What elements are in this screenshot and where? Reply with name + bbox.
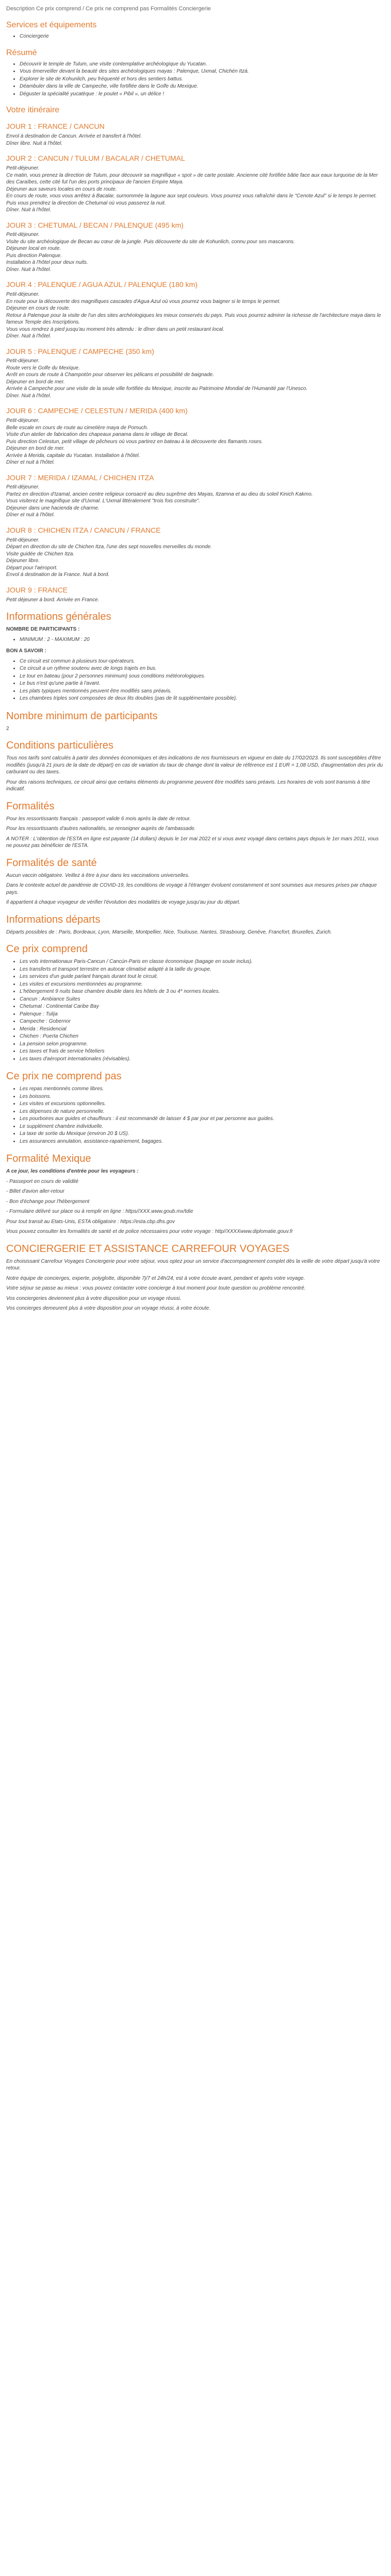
day-text: Envol à destination de Cancun. Arrivée et transfert à l'hôtel. <box>6 133 142 140</box>
day-1 <box>6 122 385 147</box>
formalite-mexique-text: - Formulaire délivré sur place ou à remplir en ligne : https//XXX.www.goub.mx/tdie <box>6 1209 193 1215</box>
transport-title: Informations départs <box>6 913 101 925</box>
day-text: Envol à destination de la France. Nuit à bord. <box>6 572 110 578</box>
day-text: Petit-déjeuner. <box>6 292 40 298</box>
list-item: • Les visites et excursions mentionnées au programme. <box>20 981 385 989</box>
list-item: • Les transferts et transport terrestre en autocar climatisé adapté à la taille du groupe. <box>20 966 385 974</box>
info-title: Informations générales <box>6 611 111 623</box>
day-title: JOUR 5 : PALENQUE / CAMPECHE (350 km) <box>6 347 154 355</box>
conditions-text: Pour des raisons techniques, ce circuit ainsi que certains éléments du programme peuvent être modifiés sans préavis. Les horaires de vols sont transmis à titre indicatif. <box>6 779 370 792</box>
day-6 <box>6 406 385 466</box>
day-text: Belle escale en cours de route au cimetière maya de Pomuch. <box>6 425 149 431</box>
formalites-text: Pour les ressortissants d'autres nationalités, se renseigner auprès de l'ambassade. <box>6 826 196 832</box>
day-8 <box>6 526 385 579</box>
day-text: Petit-déjeuner. <box>6 537 40 543</box>
formalites-title: Formalités <box>6 800 55 812</box>
formalite-mexique-title: Formalité Mexique <box>6 1153 91 1165</box>
list-item: • Les services d'un guide parlant français durant tout le circuit. <box>20 973 385 981</box>
day-title: JOUR 7 : MERIDA / IZAMAL / CHICHEN ITZA <box>6 473 154 482</box>
list-item: • Les dépenses de nature personnelle. <box>20 1108 385 1116</box>
list-item: • La pension selon programme. <box>20 1041 385 1048</box>
list-item: • Déguster la spécialité yucatèque : le poulet « Pibil », un délice ! <box>20 91 385 98</box>
list-item: • Cancun : Ambiance Suites <box>20 996 385 1004</box>
day-2 <box>6 154 385 213</box>
conciergerie-section <box>6 1243 385 1312</box>
conciergerie-text: Notre équipe de concierges, experte, polyglotte, disponible 7j/7 et 24h/24, est à votre écoute avant, pendant et après votre voyage. <box>6 1275 305 1281</box>
list-item: • Les repas mentionnés comme libres. <box>20 1086 385 1093</box>
formalite-mexique-head: A ce jour, les conditions d'entrée pour les voyageurs : <box>6 1168 139 1175</box>
day-text: Petit déjeuner à bord. Arrivée en France. <box>6 597 100 603</box>
list-item: • Conciergerie <box>20 33 385 41</box>
list-item: • Chichen : Puerta Chichen <box>20 1033 385 1041</box>
conditions-title: Conditions particulières <box>6 740 113 752</box>
ne-comprend-section <box>6 1070 385 1145</box>
list-item: • MINIMUM : 2 - MAXIMUM : 20 <box>20 636 385 644</box>
day-3 <box>6 221 385 274</box>
list-item: • Les pourboires aux guides et chauffeurs : il est recommandé de laisser 4 $ par jour et par personne aux guides. <box>20 1115 385 1123</box>
list-item: • Chetumal : Continental Caribe Bay <box>20 1003 385 1011</box>
day-text: Petit-déjeuner. <box>6 358 40 364</box>
conciergerie-title: CONCIERGERIE ET ASSISTANCE CARREFOUR VOYAGES <box>6 1243 289 1255</box>
list-item: • Les taxes et frais de service hôteliers <box>20 1048 385 1056</box>
day-text: Dîner. Nuit à l'hôtel. <box>6 333 52 340</box>
bon-a-savoir-head: BON A SAVOIR : <box>6 648 46 654</box>
transport-section <box>6 913 385 936</box>
day-text: Route vers le Golfe du Mexique. <box>6 365 80 371</box>
list-item: • Le supplément chambre individuelle. <box>20 1123 385 1131</box>
list-item: • Les boissons. <box>20 1093 385 1101</box>
nombre-value: 2 <box>6 725 9 732</box>
day-text: Partez en direction d'Izamal, ancien centre religieux consacré au dieu suprême des Mayas, Itzamna et au dieu du soleil Kinich Kakmo. <box>6 491 313 497</box>
list-item: • Vous émerveiller devant la beauté des sites archéologiques mayas : Palenque, Uxmal, Chichén Itzá. <box>20 68 385 76</box>
list-item: • Les taxes d'aéroport internationales (révisables). <box>20 1056 385 1063</box>
formalites-section <box>6 800 385 850</box>
day-text: En cours de route, vous vous arrêtez à Bacalar, surnommée la lagune aux sept couleurs. Vous pourrez vous rafraîchir dans le "Cenote Azul" si le temps le permet. <box>6 193 377 199</box>
list-item: • Le bus n'est qu'une partie à l'avant. <box>20 680 385 688</box>
list-item: • Ce circuit a un rythme soutenu avec de longs trajets en bus. <box>20 665 385 673</box>
list-item: • Les vols internationaux Paris-Cancun / Cancún-Paris en classe économique (bagage en soute inclus). <box>20 958 385 966</box>
day-title: JOUR 3 : CHETUMAL / BECAN / PALENQUE (495 km) <box>6 221 184 229</box>
day-text: Déjeuner en bord de mer. <box>6 446 65 452</box>
nombre-title: Nombre minimum de participants <box>6 710 158 722</box>
comprend-section <box>6 943 385 1063</box>
day-text: Petit-déjeuner. <box>6 165 40 171</box>
formalite-mexique-text: - Billet d'avion aller-retour <box>6 1189 64 1195</box>
conditions-text: Tous nos tarifs sont calculés à partir des données économiques et des indications de nos fournisseurs en vigueur en date du 17/02/2023. Ils sont susceptibles d'être modifiés (jusqu'à 21 jours de la date de départ) en cas de variation du taux de change dont la valeur de référence est 1 EUR = 1,08 USD, d'augmentation des prix du carburant ou des taxes. <box>6 755 383 775</box>
day-text: Déjeuner local en route. <box>6 246 61 252</box>
day-text: Départ pour l'aéroport. <box>6 565 58 571</box>
services-section <box>6 20 385 41</box>
formalites-text: Pour les ressortissants français : passeport valide 6 mois après la date de retour. <box>6 816 191 822</box>
formalite-mexique-text: - Passeport en cours de validité <box>6 1178 79 1184</box>
nombre-section <box>6 710 385 733</box>
day-text: Dîner. Nuit à l'hôtel. <box>6 207 52 213</box>
list-item: • Le tour en bateau (pour 2 personnes minimum) sous conditions météorologiques. <box>20 673 385 681</box>
list-item: • Explorer le site de Kohunlich, peu fréquenté et hors des sentiers battus. <box>20 76 385 83</box>
day-title: JOUR 8 : CHICHEN ITZA / CANCUN / FRANCE <box>6 526 161 534</box>
sante-title: Formalités de santé <box>6 857 97 869</box>
transport-text: Départs possibles de : Paris, Bordeaux, Lyon, Marseille, Montpellier, Nice, Toulouse, Nantes, Strasbourg, Genève, Francfort, Bruxelles, Zurich. <box>6 929 332 935</box>
day-text: Ce matin, vous prenez la direction de Tulum, pour découvrir sa magnifique « spot » de carte postale. Ancienne cité fortifiée bâtie face aux eaux turquoise de la Mer des Caraïbes, cette cité fut l'un des ports principaux de l'ancien Empire Maya. <box>6 172 378 185</box>
list-item: • La taxe de sortie du Mexique (environ 20 $ US). <box>20 1130 385 1138</box>
day-text: Dîner libre. Nuit à l'hôtel. <box>6 140 63 146</box>
formalite-mexique-section <box>6 1153 385 1235</box>
day-text: Petit-déjeuner. <box>6 418 40 424</box>
itinerary-section <box>6 105 385 603</box>
day-7 <box>6 473 385 519</box>
day-text: Dîner et nuit à l'hôtel. <box>6 512 55 518</box>
day-text: Visite d'un atelier de fabrication des chapeaux panama dans le village de Becal. <box>6 432 189 438</box>
sante-text: Dans le contexte actuel de pandémie de COVID-19, les conditions de voyage à l'étranger évoluent constamment et sont soumises aux mesures prises par chaque pays. <box>6 883 377 895</box>
day-9 <box>6 586 385 603</box>
list-item: • Les assurances annulation, assistance-rapatriement, bagages. <box>20 1138 385 1146</box>
day-text: Déjeuner aux saveurs locales en cours de route. <box>6 186 117 192</box>
day-text: Déjeuner dans une hacienda de charme. <box>6 505 100 511</box>
day-4 <box>6 280 385 340</box>
day-text: Puis vous prendrez la direction de Chetumal où vous passerez la nuit. <box>6 200 166 206</box>
conciergerie-text: Vos concierges demeurent plus à votre disposition pour un voyage réussi, à votre écoute. <box>6 1306 210 1312</box>
day-text: Départ en direction du site de Chichen Itza, l'une des sept nouvelles merveilles du monde. <box>6 544 212 550</box>
list-item: • Merida : Residencial <box>20 1026 385 1033</box>
list-item: • Les chambres triples sont composées de deux lits doubles (pas de lit supplémentaire possible). <box>20 695 385 703</box>
day-text: Installation à l'hôtel pour deux nuits. <box>6 260 88 266</box>
conditions-section <box>6 739 385 793</box>
ne-comprend-list <box>6 1086 385 1145</box>
day-text: Arrivée à Merida, capitale du Yucatan. Installation à l'hôtel. <box>6 452 140 459</box>
list-item: • Campeche : Gobernor <box>20 1018 385 1026</box>
day-text: Visite guidée de Chichen Itza. <box>6 551 75 557</box>
list-item: • Les visites et excursions optionnelles. <box>20 1100 385 1108</box>
list-item: • Palenque : Tulija <box>20 1011 385 1019</box>
list-item: • L'hébergement 9 nuits base chambre double dans les hôtels de 3 ou 4* normes locales. <box>20 988 385 996</box>
day-title: JOUR 1 : FRANCE / CANCUN <box>6 122 105 131</box>
formalite-mexique-text: - Bon d'échange pour l'hébergement <box>6 1198 90 1205</box>
conciergerie-text: Vos conciergeries deviennent plus à votre disposition pour un voyage réussi. <box>6 1295 182 1301</box>
services-title: Services et équipements <box>6 20 97 29</box>
day-text: Arrêt en cours de route à Champotón pour observer les pélicans et possibilité de baignade. <box>6 372 215 378</box>
diplomatie-link[interactable]: Vous pouvez consulter les formalités de santé et de police nécessaires pour votre voyage : http//XXXXwww.diplomatie.gouv.fr <box>6 1229 293 1235</box>
day-5 <box>6 347 385 400</box>
formalites-text: A NOTER : L'obtention de l'ESTA en ligne est payante (14 dollars) depuis le 1er mai 2022 et si vous avez voyagé dans certains pays depuis le 1er mars 2011, vous ne pouvez pas bénéficier de l'ESTA. <box>6 836 379 849</box>
day-text: Petit-déjeuner. <box>6 484 40 490</box>
ne-comprend-title: Ce prix ne comprend pas <box>6 1071 122 1082</box>
day-text: Puis direction Celestun, petit village de pêcheurs où vous partirez en bateau à la découverte des flamants roses. <box>6 438 263 445</box>
conciergerie-text: En choisissant Carrefour Voyages Conciergerie pour votre séjour, vous optez pour un service d'accompagnement complet dès la veille de votre départ jusqu'à votre retour. <box>6 1258 380 1272</box>
day-text: Vous vous rendrez à pied jusqu'au moment très attendu : le dîner dans un petit restaurant local. <box>6 326 224 332</box>
resume-list <box>6 61 385 98</box>
sante-text: Il appartient à chaque voyageur de vérifier l'évolution des modalités de voyage jusqu'au jour du départ. <box>6 900 241 906</box>
participants-list <box>6 636 385 644</box>
sante-section <box>6 857 385 906</box>
list-item: • Les plats typiques mentionnés peuvent être modifiés sans préavis. <box>20 688 385 696</box>
day-text: Dîner. Nuit à l'hôtel. <box>6 393 52 399</box>
comprend-title: Ce prix comprend <box>6 943 88 955</box>
day-text: Visite du site archéologique de Becan au cœur de la jungle. Puis découverte du site de Kohunlich, connu pour ses mascarons. <box>6 239 295 245</box>
day-text: Puis direction Palenque. <box>6 252 62 259</box>
day-title: JOUR 6 : CAMPECHE / CELESTUN / MERIDA (400 km) <box>6 406 188 415</box>
day-title: JOUR 2 : CANCUN / TULUM / BACALAR / CHETUMAL <box>6 154 185 163</box>
sante-text: Aucun vaccin obligatoire. Veillez à être à jour dans les vaccinations universelles. <box>6 872 190 878</box>
participants-head: NOMBRE DE PARTICIPANTS : <box>6 626 80 633</box>
intro-text: Description Ce prix comprend / Ce prix ne comprend pas Formalités Conciergerie <box>6 6 211 12</box>
itinerary-title: Votre itinéraire <box>6 106 60 115</box>
conciergerie-text: Votre séjour se passe au mieux : vous pouvez contacter votre concierge à tout moment pour toute question ou problème rencontré. <box>6 1285 306 1292</box>
day-text: Déjeuner en bord de mer. <box>6 379 65 385</box>
day-text: Retour à Palenque pour la visite de l'un des sites archéologiques les mieux conservés du pays. Puis vous pourrez admirer la richesse de l'architecture maya dans le fameux Temple des Inscriptions. <box>6 312 381 326</box>
resume-title: Résumé <box>6 48 37 57</box>
comprend-list <box>6 958 385 1063</box>
list-item: • Découvrir le temple de Tulum, une visite contemplative archéologique du Yucatan. <box>20 61 385 69</box>
list-item: • Déambuler dans la ville de Campeche, ville fortifiée dans le Golfe du Mexique. <box>20 83 385 91</box>
day-title: JOUR 4 : PALENQUE / AGUA AZUL / PALENQUE (180 km) <box>6 280 198 289</box>
bon-a-savoir-list <box>6 658 385 703</box>
list-item: • Ce circuit est commun à plusieurs tour-opérateurs. <box>20 658 385 666</box>
day-text: Dîner. Nuit à l'hôtel. <box>6 266 52 273</box>
day-text: En route pour la découverte des magnifiques cascades d'Agua Azul où vous pourrez vous baigner si le temps le permet. <box>6 298 281 304</box>
info-section <box>6 611 385 703</box>
day-text: Dîner et nuit à l'hôtel. <box>6 460 55 466</box>
day-text: Vous visiterez le magnifique site d'Uxmal. L'Uxmal littéralement "trois fois construite". <box>6 498 200 504</box>
day-text: Déjeuner libre. <box>6 558 40 564</box>
day-text: Arrivée à Campeche pour une visite de la seule ville fortifiée du Mexique, inscrite au Patrimoine Mondial de l'Humanité par l'Unesco. <box>6 386 308 392</box>
day-text: Déjeuner en cours de route. <box>6 306 70 312</box>
day-title: JOUR 9 : FRANCE <box>6 585 68 594</box>
resume-section <box>6 48 385 98</box>
day-text: Petit-déjeuner. <box>6 232 40 238</box>
esta-link[interactable]: Pour tout transit au Etats-Unis, ESTA obligatoire : https://esta.cbp.dhs.gov <box>6 1218 175 1225</box>
services-list <box>6 33 385 41</box>
